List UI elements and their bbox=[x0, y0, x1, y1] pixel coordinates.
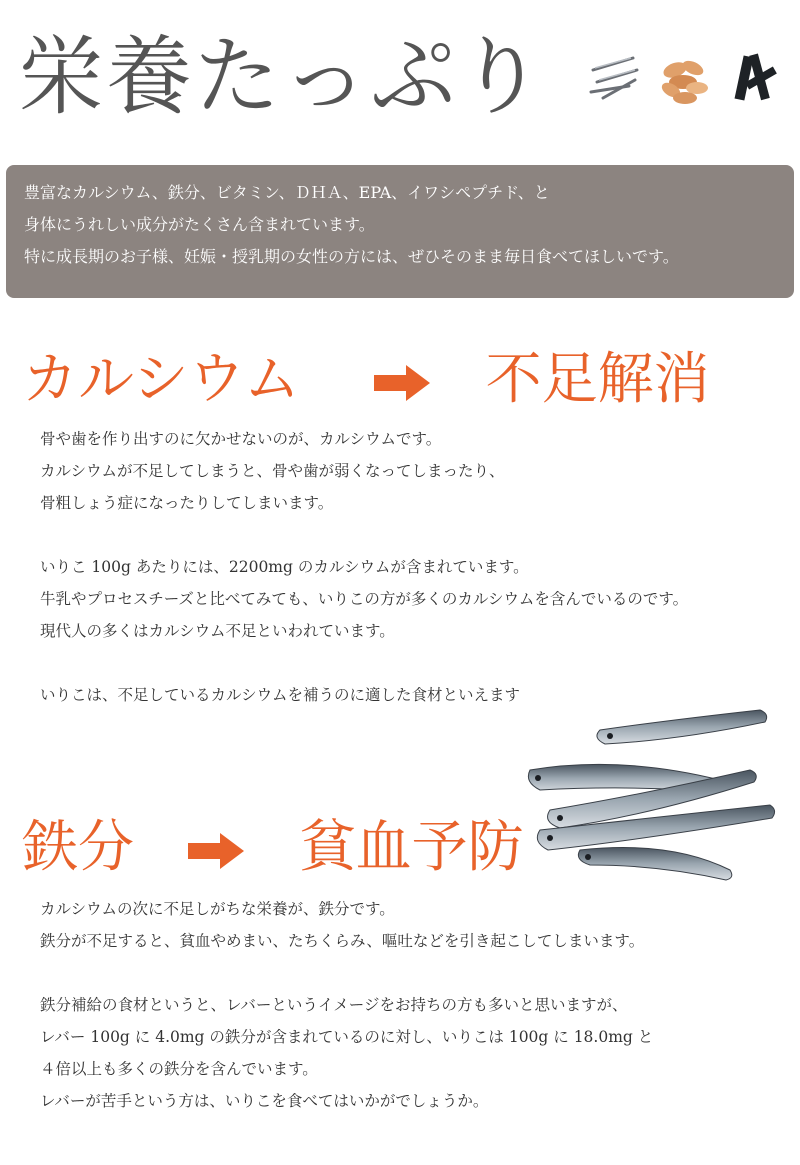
intro-line: 豊富なカルシウム、鉄分、ビタミン、ＤＨＡ、EPA、イワシペプチド、と bbox=[24, 183, 550, 202]
body-line bbox=[40, 647, 688, 679]
dried-sardines-image bbox=[585, 40, 645, 120]
iron-heading-left: 鉄分 bbox=[22, 815, 134, 880]
body-line bbox=[40, 519, 688, 551]
intro-box bbox=[6, 165, 794, 298]
body-line: 現代人の多くはカルシウム不足といわれています。 bbox=[40, 622, 395, 640]
ingredient-thumbnails bbox=[585, 40, 785, 120]
body-line: いりこ 100g あたりには、2200mg のカルシウムが含まれています。 bbox=[40, 558, 529, 576]
body-line: いりこは、不足しているカルシウムを補うのに適した食材といえます bbox=[40, 686, 520, 704]
iron-heading-right: 貧血予防 bbox=[299, 815, 524, 880]
body-line: 鉄分補給の食材というと、レバーというイメージをお持ちの方も多いと思いますが、 bbox=[40, 996, 628, 1014]
body-line: レバー 100g に 4.0mg の鉄分が含まれているのに対し、いりこは 100g に 18.0mg と bbox=[40, 1028, 654, 1046]
calcium-heading-right: 不足解消 bbox=[485, 347, 710, 412]
right-arrow-icon bbox=[374, 363, 434, 403]
dried-sardines-photo bbox=[520, 700, 790, 890]
calcium-body bbox=[40, 423, 688, 711]
intro-line: 身体にうれしい成分がたくさん含まれています。 bbox=[24, 215, 375, 234]
calcium-heading bbox=[22, 340, 710, 420]
bonito-flakes-image bbox=[655, 40, 715, 120]
page-title: 栄養たっぷり bbox=[18, 27, 546, 127]
body-line: カルシウムの次に不足しがちな栄養が、鉄分です。 bbox=[40, 900, 395, 918]
iron-heading bbox=[22, 808, 524, 888]
body-line: 骨や歯を作り出すのに欠かせないのが、カルシウムです。 bbox=[40, 430, 442, 448]
body-line bbox=[40, 957, 653, 989]
body-line: ４倍以上も多くの鉄分を含んでいます。 bbox=[40, 1060, 318, 1078]
iron-body bbox=[40, 893, 653, 1117]
calcium-heading-left: カルシウム bbox=[22, 347, 301, 412]
body-line: 牛乳やプロセスチーズと比べてみても、いりこの方が多くのカルシウムを含んでいるのです。 bbox=[40, 590, 689, 608]
intro-line: 特に成長期のお子様、妊娠・授乳期の女性の方には、ぜひそのまま毎日食べてほしいです。 bbox=[24, 247, 679, 266]
kelp-image bbox=[725, 40, 785, 120]
body-line: カルシウムが不足してしまうと、骨や歯が弱くなってしまったり、 bbox=[40, 462, 505, 480]
body-line: 骨粗しょう症になったりしてしまいます。 bbox=[40, 494, 334, 512]
body-line: レバーが苦手という方は、いりこを食べてはいかがでしょうか。 bbox=[40, 1092, 489, 1110]
right-arrow-icon bbox=[188, 831, 248, 871]
body-line: 鉄分が不足すると、貧血やめまい、たちくらみ、嘔吐などを引き起こしてしまいます。 bbox=[40, 932, 645, 950]
